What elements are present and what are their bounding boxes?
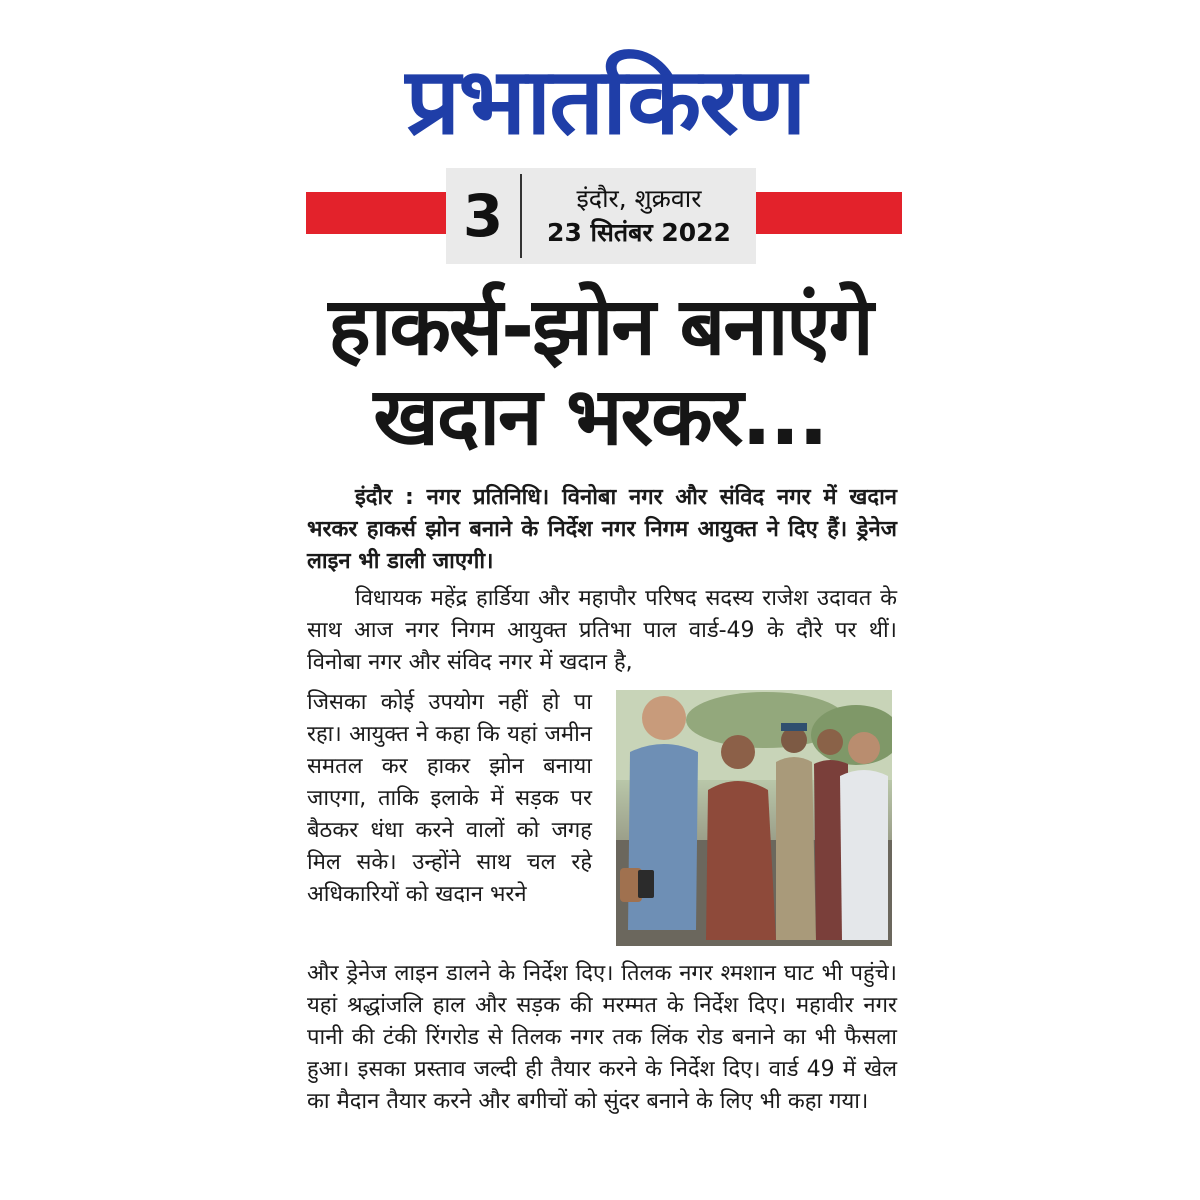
red-band-right: [756, 192, 902, 234]
edition-date-block: [522, 168, 756, 264]
article-headline: [300, 282, 900, 461]
article-body-part-2: जिसका कोई उपयोग नहीं हो पा रहा। आयुक्त ने कहा कि यहां जमीन समतल कर हाकर झोन बनाया जाएगा, ताकि इलाके में सड़क पर बैठकर धंधा करने वालों को जगह मिल सके। उन्होंने साथ चल रहे अधिकारियों को खदान भरने: [307, 690, 592, 907]
article-body-part-1: विधायक महेंद्र हार्डिया और महापौर परिषद सदस्य राजेश उदावत के साथ आज नगर निगम आयुक्त प्रतिभा पाल वार्ड-49 के दौरे पर थीं। विनोबा नगर और संविद नगर में खदान है,: [307, 586, 897, 675]
edition-city-day: इंदौर, शुक्रवार: [576, 184, 702, 214]
news-photo: [616, 690, 892, 946]
page-number: 3: [462, 182, 504, 250]
article-body-part-3: और ड्रेनेज लाइन डालने के निर्देश दिए। तिलक नगर श्मशान घाट भी पहुंचे। यहां श्रद्धांजलि हाल और सड़क की मरम्मत के निर्देश दिए। महावीर नगर पानी की टंकी रिंगरोड से तिलक नगर तक लिंक रोड बनाने का भी फैसला हुआ। इसका प्रस्ताव जल्दी ही तैयार करने के निर्देश दिए। वार्ड 49 में खेल का मैदान तैयार करने और बगीचों को सुंदर बनाने के लिए भी कहा गया।: [307, 961, 897, 1114]
edition-date: 23 सितंबर 2022: [547, 218, 731, 247]
photo-illustration: [616, 690, 892, 946]
newspaper-name: प्रभातकिरण: [405, 48, 805, 155]
red-band-left: [306, 192, 446, 234]
headline-line-2: खदान भरकर...: [373, 369, 827, 463]
edition-box: [446, 168, 756, 264]
article-lead: इंदौर : नगर प्रतिनिधि। विनोबा नगर और संविद नगर में खदान भरकर हाकर्स झोन बनाने के निर्देश नगर निगम आयुक्त ने दिए हैं। ड्रेनेज लाइन भी डाली जाएगी।: [307, 485, 897, 574]
headline-line-1: हाकर्स-झोन बनाएंगे: [328, 280, 872, 373]
masthead-logo: [310, 42, 900, 162]
